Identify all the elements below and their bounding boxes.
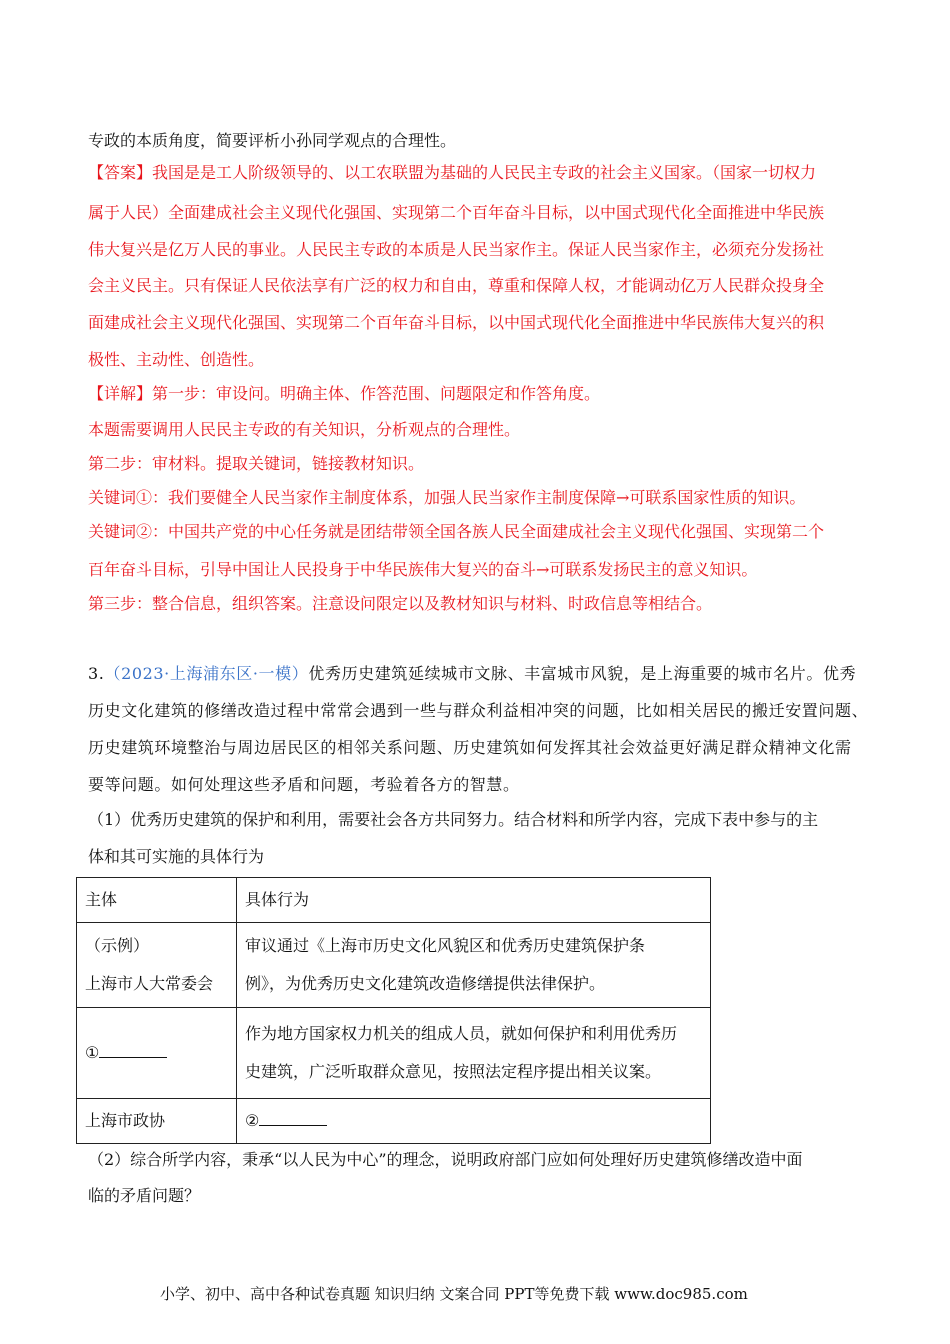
example-action-line-2: 例》，为优秀历史文化建筑改造修缮提供法律保护。 (245, 974, 606, 993)
blank-2-action-cell (237, 1099, 711, 1144)
blank-2-subject-cell: 上海市政协 (77, 1099, 237, 1144)
blank-2-answer-line[interactable] (259, 1111, 327, 1126)
detail-tag: 【详解】 (88, 384, 153, 403)
answer-line-5: 面建成社会主义现代化强国、实现第二个百年奋斗目标，以中国式现代化全面推进中华民族伟大复兴的积 (88, 313, 825, 332)
table-header-row (77, 878, 711, 923)
answer-tag: 【答案】 (88, 163, 153, 182)
example-subject-cell (77, 923, 237, 1008)
table-row-blank-2 (77, 1099, 711, 1144)
blank-2-mark: ② (245, 1111, 260, 1130)
intro-line: 专政的本质角度，简要评析小孙同学观点的合理性。 (88, 131, 457, 150)
question-3-line-4: 要等问题。如何处理这些矛盾和问题，考验着各方的智慧。 (88, 775, 520, 794)
answer-line-4: 会主义民主。只有保证人民依法享有广泛的权力和自由，尊重和保障人权，才能调动亿万人民群众投身全 (88, 276, 825, 295)
detail-line-7: 第三步：整合信息，组织答案。注意设问限定以及教材知识与材料、时政信息等相结合。 (88, 594, 713, 613)
sub-question-1-line-1: （1）优秀历史建筑的保护和利用，需要社会各方共同努力。结合材料和所学内容，完成下表中参与的主 (88, 810, 819, 829)
blank-1-action-line-1: 作为地方国家权力机关的组成人员，就如何保护和利用优秀历 (245, 1024, 678, 1043)
detail-line-3: 第二步：审材料。提取关键词，链接教材知识。 (88, 454, 425, 473)
question-3-text-1: 优秀历史建筑延续城市文脉、丰富城市风貌，是上海重要的城市名片。优秀 (308, 664, 857, 683)
detail-line-1 (88, 384, 600, 404)
question-source: （2023·上海浦东区·一模） (104, 664, 309, 683)
blank-1-action-line-2: 史建筑，广泛听取群众意见，按照法定程序提出相关议案。 (245, 1062, 662, 1081)
question-3-line-1 (88, 664, 856, 684)
sub-question-1-line-2: 体和其可实施的具体行为 (88, 847, 265, 866)
example-label: （示例） (85, 936, 150, 955)
answer-line-2: 属于人民）全面建成社会主义现代化强国、实现第二个百年奋斗目标，以中国式现代化全面推进中华民族 (88, 203, 825, 222)
subject-action-table (76, 877, 711, 1144)
blank-1-action-cell (237, 1008, 711, 1099)
detail-line-6: 百年奋斗目标，引导中国让人民投身于中华民族伟大复兴的奋斗→可联系发扬民主的意义知识。 (88, 560, 758, 579)
example-subject: 上海市人大常委会 (85, 974, 214, 993)
sub-question-2-line-2: 临的矛盾问题？ (88, 1186, 201, 1205)
blank-1-mark: ① (85, 1043, 100, 1062)
table-row-example (77, 923, 711, 1008)
answer-line-3: 伟大复兴是亿万人民的事业。人民民主专政的本质是人民当家作主。保证人民当家作主，必须充分发扬社 (88, 240, 825, 259)
header-subject-cell: 主体 (77, 878, 237, 923)
question-3-line-3: 历史建筑环境整治与周边居民区的相邻关系问题、历史建筑如何发挥其社会效益更好满足群众精神文化需 (88, 738, 852, 757)
detail-text-1: 第一步：审设问。明确主体、作答范围、问题限定和作答角度。 (152, 384, 601, 403)
detail-line-4: 关键词①：我们要健全人民当家作主制度体系，加强人民当家作主制度保障→可联系国家性质的知识。 (88, 488, 806, 507)
blank-1-answer-line[interactable] (99, 1043, 167, 1058)
answer-line-1 (88, 163, 816, 183)
question-number: 3. (88, 664, 105, 683)
example-action-line-1: 审议通过《上海市历史文化风貌区和优秀历史建筑保护条 (245, 936, 646, 955)
blank-1-subject-cell (77, 1008, 237, 1099)
detail-line-2: 本题需要调用人民民主专政的有关知识，分析观点的合理性。 (88, 420, 521, 439)
detail-line-5: 关键词②：中国共产党的中心任务就是团结带领全国各族人民全面建成社会主义现代化强国、实现第二个 (88, 522, 825, 541)
question-3-line-2: 历史文化建筑的修缮改造过程中常常会遇到一些与群众利益相冲突的问题，比如相关居民的搬迁安置问题、 (88, 701, 869, 720)
table-row-blank-1 (77, 1008, 711, 1099)
example-action-cell (237, 923, 711, 1008)
sub-question-2-line-1: （2）综合所学内容，秉承“以人民为中心”的理念，说明政府部门应如何处理好历史建筑修缮改造中面 (88, 1150, 803, 1169)
header-action-cell: 具体行为 (237, 878, 711, 923)
page-footer: 小学、初中、高中各种试卷真题 知识归纳 文案合同 PPT等免费下载 www.doc985.com (160, 1285, 748, 1303)
answer-text-1: 我国是是工人阶级领导的、以工农联盟为基础的人民民主专政的社会主义国家。（国家一切权力 (152, 163, 817, 182)
answer-line-6: 极性、主动性、创造性。 (88, 350, 265, 369)
